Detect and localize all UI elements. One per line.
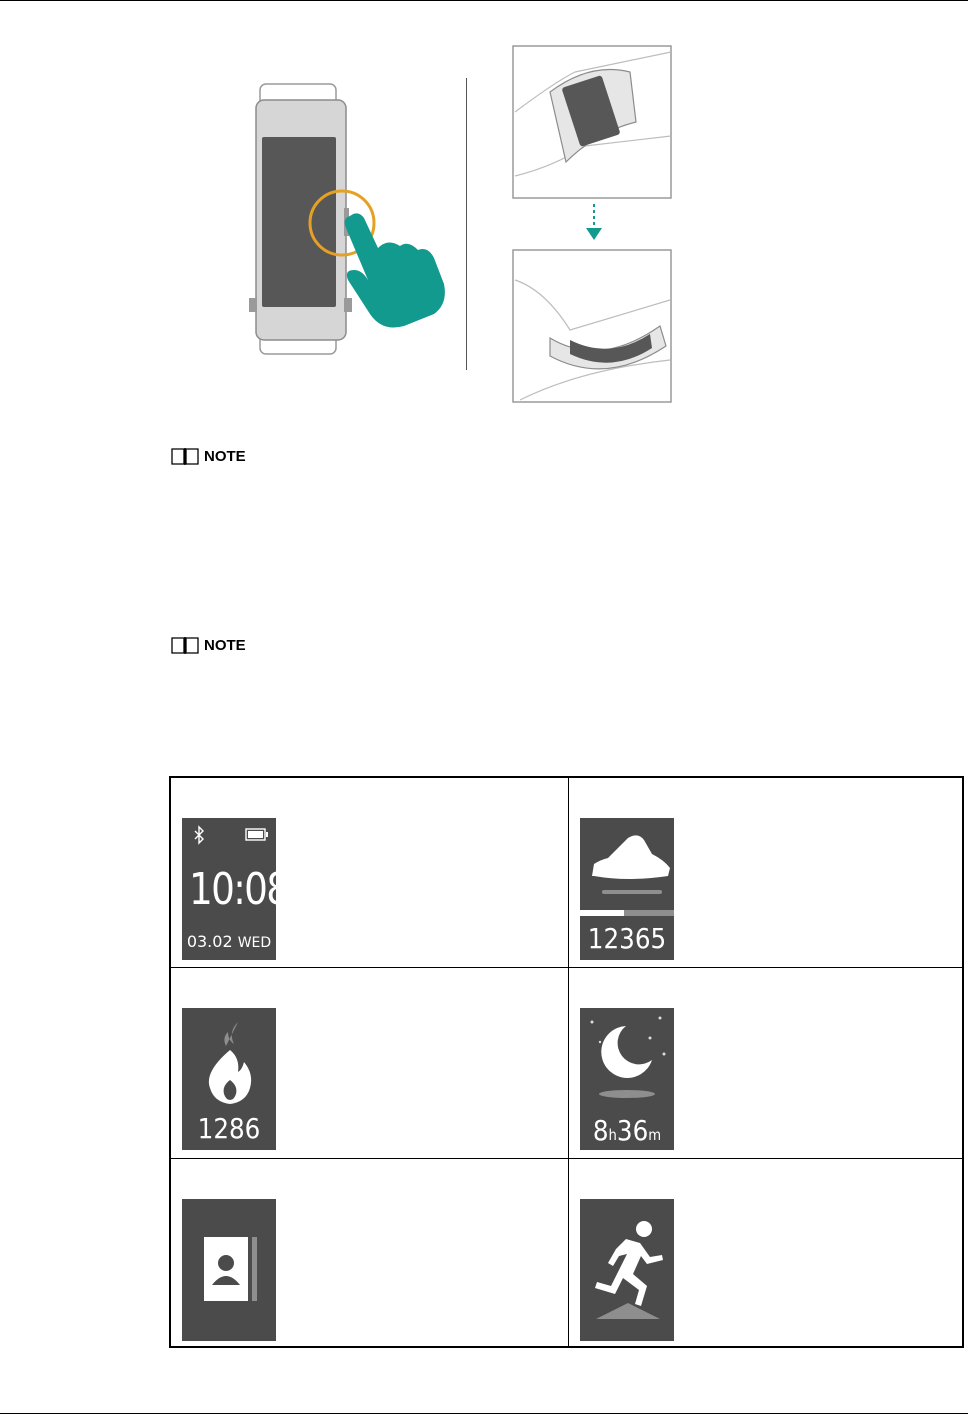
sleep-hours-unit: h [608, 1126, 617, 1144]
sleep-hours: 8 [592, 1114, 609, 1147]
contacts-screen [182, 1199, 276, 1341]
table-cell-calories [171, 968, 569, 1159]
teal-hand-icon [345, 213, 445, 327]
footer-rule [0, 1413, 968, 1414]
book-icon [170, 635, 200, 655]
steps-progress [580, 910, 674, 916]
home-screen [182, 818, 289, 960]
bluetooth-icon [192, 826, 206, 844]
table-cell-steps [569, 778, 962, 968]
table-cell-contacts [171, 1159, 569, 1346]
shoe-icon [586, 828, 670, 898]
note-callout [170, 446, 246, 466]
band-front-view [249, 84, 352, 354]
calories-screen [182, 1008, 276, 1150]
screens-table [169, 776, 964, 1348]
wrist-raise-panel-top [513, 46, 671, 198]
book-icon [170, 446, 200, 466]
wrist-raise-panel-bottom [513, 250, 671, 402]
note-label: NOTE [204, 636, 246, 654]
note-label: NOTE [204, 447, 246, 465]
running-icon [586, 1217, 670, 1327]
sleep-screen [580, 1008, 674, 1150]
sleep-duration [586, 1114, 669, 1147]
sleep-minutes-unit: m [648, 1126, 662, 1144]
note-callout [170, 635, 246, 655]
steps-screen [580, 818, 674, 960]
steps-count: 12365 [587, 922, 667, 955]
workout-screen [580, 1199, 674, 1341]
down-arrow-icon [586, 204, 602, 240]
table-cell-sleep [569, 968, 962, 1159]
clock-time: 10:08 [189, 864, 289, 915]
band-illustration [220, 40, 680, 410]
table-cell-home [171, 778, 569, 968]
moon-icon [580, 1008, 674, 1108]
illustration-divider [466, 78, 467, 370]
header-rule [0, 0, 968, 1]
flame-icon [200, 1020, 260, 1104]
clock-date-line [182, 932, 276, 951]
calories-count: 1286 [197, 1112, 261, 1145]
sleep-minutes: 36 [616, 1114, 649, 1147]
clock-date: 03.02 [186, 932, 233, 951]
battery-icon [245, 828, 269, 841]
contacts-icon [200, 1235, 260, 1305]
table-cell-workout [569, 1159, 962, 1346]
clock-weekday: WED [237, 935, 272, 951]
